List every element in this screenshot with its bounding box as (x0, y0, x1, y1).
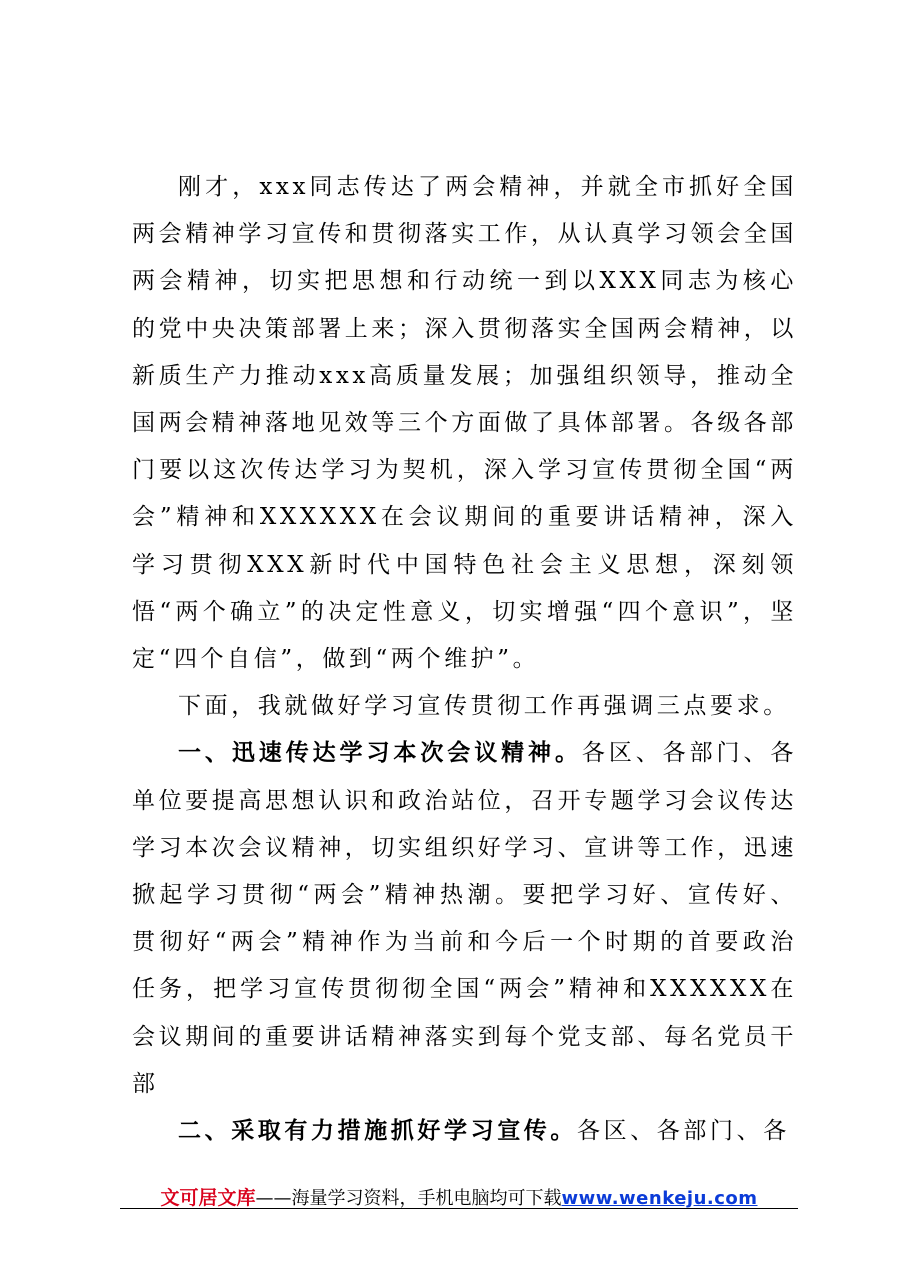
footer-brand: 文可居文库 (160, 1187, 256, 1209)
section-1-heading: 一、迅速传达学习本次会议精神。 (178, 740, 582, 767)
footer-divider (120, 1208, 798, 1209)
paragraph-2-text: 下面，我就做好学习宣传贯彻工作再强调三点要求。 (178, 693, 790, 720)
footer-banner (120, 1183, 798, 1210)
paragraph-1 (132, 164, 797, 683)
paragraph-4 (132, 1108, 797, 1155)
paragraph-2 (132, 683, 797, 730)
paragraph-1-text: 刚才，xxx同志传达了两会精神，并就全市抓好全国两会精神学习宣传和贯彻落实工作，从认真学习领会全国两会精神，切实把思想和行动统一到以XXX同志为核心的党中央决策部署上来；深入贯彻落实全国两会精神，以新质生产力推动xxx高质量发展；加强组织领导，推动全国两会精神落地见效等三个方面做了具体部署。各级各部门要以这次传达学习为契机，深入学习宣传贯彻全国“两会”精神和XXXXXX在会议期间的重要讲话精神，深入学习贯彻XXX新时代中国特色社会主义思想，深刻领悟“两个确立”的决定性意义，切实增强“四个意识”，坚定“四个自信”，做到“两个维护”。 (132, 174, 797, 673)
paragraph-3-text: 各区、各部门、各单位要提高思想认识和政治站位，召开专题学习会议传达学习本次会议精神，切实组织好学习、宣讲等工作，迅速掀起学习贯彻“两会”精神热潮。要把学习好、宣传好、贯彻好“两会”精神作为当前和今后一个时期的首要政治任务，把学习宣传贯彻彻全国“两会”精神和XXXXXX在会议期间的重要讲话精神落实到每个党支部、每名党员干部 (132, 740, 797, 1097)
paragraph-4-text: 各区、各部门、各 (577, 1118, 790, 1145)
footer-tagline: ——海量学习资料，手机电脑均可下载 (255, 1188, 562, 1209)
footer-link[interactable]: www.wenkeju.com (561, 1188, 758, 1209)
paragraph-3 (132, 730, 797, 1108)
document-body (132, 164, 797, 1155)
section-2-heading: 二、采取有力措施抓好学习宣传。 (178, 1118, 577, 1145)
